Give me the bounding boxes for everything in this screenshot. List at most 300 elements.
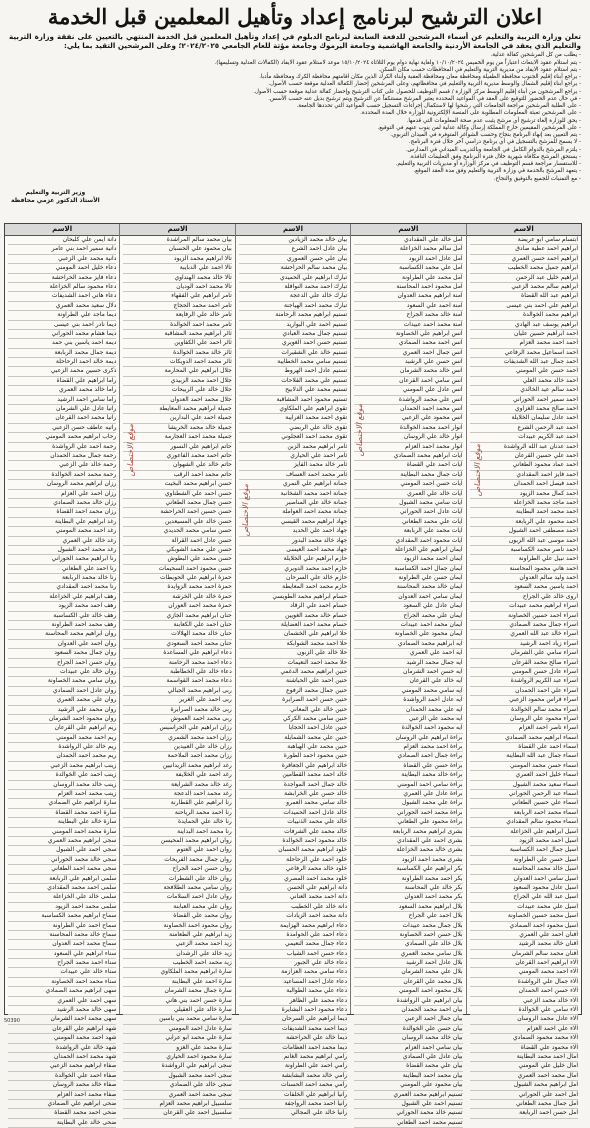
- candidate-name: بلال محمد علي القرعان: [354, 978, 462, 987]
- candidate-name: رانيا خالد علي المجالي: [239, 1109, 347, 1118]
- candidate-name: رهف احمد محمد الزيود: [8, 602, 116, 611]
- candidate-name: بيان ابراهيم علي الرواشدة: [354, 997, 462, 1006]
- candidate-name: بلال حسن احمد الخصاونة: [354, 931, 462, 940]
- candidate-name: رغد ابراهيم محمد الزيدانيين: [123, 762, 231, 771]
- candidate-name: شهد ابراهيم علي القرعان: [8, 1025, 116, 1034]
- candidate-name: براءة احمد محمد العزام: [354, 743, 462, 752]
- candidate-name: امنة احمد علي السعود: [354, 302, 462, 311]
- candidate-name: رزان خالد علي العبيدين: [123, 743, 231, 752]
- candidate-name: سماح ابراهيم محمد الكساسبة: [8, 912, 116, 921]
- candidate-name: بلال احمد علي الجراح: [354, 912, 462, 921]
- candidate-name: ريم محمد احمد الحمدان: [8, 752, 116, 761]
- candidate-name: سارة عادل احمد المومني: [123, 1025, 231, 1034]
- candidate-name: بلال عادل احمد الرشيد: [354, 959, 462, 968]
- candidate-name: الاء حسن احمد الحمدان: [470, 987, 578, 996]
- candidate-name: رغد محمد احمد الدعجة: [123, 790, 231, 799]
- candidate-name: بشرى ابراهيم محمد الربابعة: [354, 828, 462, 837]
- candidate-name: حسام ابراهيم محمد الطويسي: [239, 593, 347, 602]
- candidate-name: رانيا ابراهيم علي الخلفات: [239, 1091, 347, 1100]
- candidate-name: تسنيم ابراهيم محمد الرحامنة: [239, 311, 347, 320]
- candidate-name: اسماء علي حسين الطعاني: [470, 799, 578, 808]
- candidate-name: سجى احمد محمد الشبول: [123, 1072, 231, 1081]
- candidate-name: رحمة محمد احمد الخوالدة: [8, 471, 116, 480]
- candidate-name: صفاء احمد علي الخوالدة: [8, 1072, 116, 1081]
- candidate-name: سهى محمد احمد الشرمان: [8, 1015, 116, 1024]
- candidate-name: اسماء عبد الرحمن الحوراني: [470, 790, 578, 799]
- candidate-name: سارة حسن احمد بني هاني: [123, 997, 231, 1006]
- candidate-name: احمد هاني محمود المحاسنة: [470, 565, 578, 574]
- candidate-name: بشرى محمد احمد الزيود: [354, 856, 462, 865]
- candidate-name: احمد فيصل احمد الحمدان: [470, 480, 578, 489]
- candidate-name: سارة جمال محمد الشرمان: [123, 987, 231, 996]
- candidate-name: تسنيم احمد علي البواريد: [239, 321, 347, 330]
- candidate-name: تالا احمد علي الدبايبة: [123, 264, 231, 273]
- candidate-name: ايات خالد علي العمري: [354, 490, 462, 499]
- candidate-name: دانة خالد علي الخطيب: [239, 903, 347, 912]
- candidate-name: ايه محمد علي الزعبي: [354, 715, 462, 724]
- candidate-name: حنان محمد احمد السعودي: [123, 640, 231, 649]
- candidate-name: رنا محمد احمد المقدادي: [8, 583, 116, 592]
- candidate-name: رغد خالد علي العمري: [8, 537, 116, 546]
- candidate-name: احمد وليد سالم العدوان: [470, 574, 578, 583]
- candidate-name: حلا خالد علي الزبون: [239, 649, 347, 658]
- candidate-name: سارة سامي محمد بني ياسين: [123, 1015, 231, 1024]
- candidate-name: جمانة خالد علي المناصير: [239, 499, 347, 508]
- candidate-name: حنين احمد علي الحباشنة: [239, 677, 347, 686]
- candidate-name: بيان عادل احمد الشرع: [239, 245, 347, 254]
- candidate-name: حنين محمود احمد الطورة: [239, 752, 347, 761]
- candidate-name: تامر محمد احمد الخوالدة: [123, 321, 231, 330]
- candidate-name: ايه محمود احمد الخوالدة: [354, 724, 462, 733]
- candidate-name: بيان محمد احمد البطاينة: [354, 1072, 462, 1081]
- candidate-name: سارة ابراهيم محمد الملكاوي: [123, 968, 231, 977]
- candidate-name: روان محمود احمد الشرمان: [8, 715, 116, 724]
- candidate-name: دعاء خالد علي الخطاطبة: [123, 668, 231, 677]
- candidate-name: روان محمود احمد الخصاونة: [123, 922, 231, 931]
- candidate-name: امل احمد علي الحوراني: [470, 1091, 578, 1100]
- candidate-name: حنين جمال محمد الرفوع: [239, 687, 347, 696]
- candidate-name: حلا احمد محمد الشوابكة: [239, 640, 347, 649]
- candidate-name: انس حسن علي الرشيد: [354, 358, 462, 367]
- candidate-name: جلال محمد احمد العدوان: [123, 396, 231, 405]
- candidate-name: سارة علي محمد ابو عرابي: [123, 1034, 231, 1043]
- candidate-name: روان محمد علي القضاة: [123, 912, 231, 921]
- handwritten-annotation: موقع الاختصاص: [355, 404, 365, 457]
- candidate-name: احمد ياسين محمد السعود: [470, 583, 578, 592]
- instruction-item: - على المرشحين تعبئة المعلومات المطلوبة على المنصة الإلكترونية للوزارة خلال المدة المحددة.: [360, 110, 581, 117]
- candidate-name: رهف ابراهيم علي الخزاعلة: [8, 593, 116, 602]
- handwritten-annotation: موقع الاختصاص: [240, 484, 250, 537]
- candidate-name: ديما هشام محمد الحوراني: [8, 330, 116, 339]
- signature-left-name: الأستاذ الدكتور عزمي محافظة: [11, 196, 100, 204]
- candidate-name: رانيا احمد محمد الرواجفة: [239, 1100, 347, 1109]
- candidate-name: ابراهيم محمد الخوالدة: [470, 311, 578, 320]
- candidate-name: بيان محمد سالم الحراحشة: [239, 264, 347, 273]
- candidate-name: براءة محمود علي الطعاني: [354, 818, 462, 827]
- candidate-name: ايمان حسن علي الطراونة: [354, 574, 462, 583]
- candidate-name: بيان محمد سالم المراشدة: [123, 236, 231, 245]
- candidate-name: احمد عادل سليمان الخلايلة: [470, 414, 578, 423]
- candidate-name: امل محمود احمد المحاسنة: [354, 283, 462, 292]
- instruction-item: - للاستفسار مراجعة قسم التوظيف في مركز الوزارة أو مديريات التربية والتعليم.: [395, 161, 581, 168]
- candidate-name: روان عادل احمد الصمادي: [8, 687, 116, 696]
- candidate-name: جهاد خالد محمد البدور: [239, 537, 347, 546]
- candidate-name: روان ابراهيم محمد المحاسنة: [8, 630, 116, 639]
- candidate-name: ايات عادل احمد الحوراني: [354, 508, 462, 517]
- candidate-name: اسماء محمد احمد الربابعة: [470, 809, 578, 818]
- candidate-name: ايمان ابراهيم علي الخزاعلة: [354, 546, 462, 555]
- candidate-name: اسراء صالح محمد القرعان: [470, 659, 578, 668]
- candidate-name: افنان محمد سالم الشرمان: [470, 950, 578, 959]
- candidate-name: احمد ناصر محمد الكساسبة: [470, 546, 578, 555]
- candidate-name: بيان محمود علي المومني: [354, 1081, 462, 1090]
- candidate-name: احمد محمود علي الربابعة: [470, 518, 578, 527]
- candidate-name: سجى محمد احمد العمري: [123, 1091, 231, 1100]
- candidate-name: دعاء ابراهيم علي المساعدة: [123, 649, 231, 658]
- candidate-name: امل حسن احمد الربابعة: [470, 1109, 578, 1118]
- candidate-name: رغد ابراهيم علي البطاينة: [8, 518, 116, 527]
- candidate-name: سجى محمد احمد الطعاني: [8, 865, 116, 874]
- candidate-name: رانيا عادل علي الشرمان: [8, 405, 116, 414]
- candidate-name: امل خالد علي المقدادي: [354, 236, 462, 245]
- candidate-name: زينب احمد علي الخوالدة: [8, 771, 116, 780]
- candidate-name: دانية سمير احمد بني عامر: [8, 245, 116, 254]
- candidate-name: اسماء محمود سالم المقدادي: [470, 818, 578, 827]
- handwritten-annotation: موقع الاختصاص: [472, 444, 482, 497]
- candidate-name: صفاء ابراهيم محمد الزعبي: [8, 1062, 116, 1071]
- candidate-name: ايمان محمد احمد عبيدات: [354, 621, 462, 630]
- candidate-name: حمزة ابراهيم علي الحويطات: [123, 574, 231, 583]
- candidate-name: احمد سمير احمد الحوراني: [470, 396, 578, 405]
- candidate-name: دعاء محمد علي الظاهر: [239, 997, 347, 1006]
- candidate-name: دعاء عادل احمد المساعيد: [239, 978, 347, 987]
- candidate-name: روان جمال محمد السعود: [8, 649, 116, 658]
- candidate-name: ايات علي محمد الطعاني: [354, 518, 462, 527]
- candidate-name: اسماء خليل احمد العمري: [470, 771, 578, 780]
- candidate-name: خالد سامي محمد العمرو: [239, 799, 347, 808]
- candidate-name: رزان محمد احمد القضاة: [8, 508, 116, 517]
- intro-paragraph: تعلن وزارة التربية والتعليم عن أسماء المرشحين للدفعة السابعة لبرنامج الدبلوم في إعداد وتأهيل المعلمين قبل الخدمة المنتهي بالتعيين على نفقة وزارة التربية والتعليم الذي يعقد في الجامعة الأردنية والجامعة الهاشمية وجامعة اليرموك وجامعة مؤتة للعام الجامعي ٢٠٢٤/٢٠٢٥؛ وعلى المرشحين التقيد بما يلي:: [9, 32, 581, 51]
- instruction-item: - يتم التعيين بعد إنهاء البرنامج بنجاح وحسب الشواغر المتوفرة في الميدان التربوي.: [390, 132, 581, 139]
- candidate-name: سجى خالد محمد الحوراني: [8, 856, 116, 865]
- candidate-name: اسيل عبد الله علي الجراح: [470, 893, 578, 902]
- candidate-name: رحمة جمال محمد الحمدان: [8, 452, 116, 461]
- candidate-name: دعاء خالد علي الجبور: [239, 959, 347, 968]
- page-title: اعلان الترشيح لبرنامج إعداد وتأهيل المعلمين قبل الخدمة: [47, 4, 543, 29]
- candidate-name: تسنيم ابراهيم محمد العمري: [354, 1091, 462, 1100]
- names-list: [351, 236, 465, 1128]
- candidate-name: رغد خالد محمد الشرايعة: [123, 781, 231, 790]
- candidate-name: رزان ابراهيم محمد الروسان: [8, 480, 116, 489]
- names-column: [119, 224, 234, 1117]
- candidate-name: جلال ابراهيم علي المحارمة: [123, 367, 231, 376]
- candidate-name: دانية محمد علي الزعبي: [8, 255, 116, 264]
- candidate-name: حنين محمد علي الهباهبة: [239, 743, 347, 752]
- candidate-name: اسراء عادل حسن المومني: [470, 668, 578, 677]
- candidate-name: احمد صالح محمد الغزاوي: [470, 405, 578, 414]
- candidate-name: انس محمود علي الزعبي: [354, 414, 462, 423]
- candidate-name: سهى ابراهيم محمد الصمادي: [8, 987, 116, 996]
- candidate-name: دعاء فايز محمد الحراحشة: [8, 274, 116, 283]
- candidate-name: سجى ابراهيم علي الرواشدة: [123, 1062, 231, 1071]
- candidate-name: رنا محمد احمد البداينة: [123, 828, 231, 837]
- candidate-name: حسن خالد علي المسيعدين: [123, 518, 231, 527]
- candidate-name: سارة ابراهيم علي الصمادي: [8, 799, 116, 808]
- candidate-name: تقوى خالد علي الربضي: [239, 424, 347, 433]
- candidate-name: تسنيم محمد علي الدلابيح: [239, 386, 347, 395]
- column-header: الاسم: [467, 224, 581, 236]
- candidate-name: تسنيم علي محمد الفلاحات: [239, 377, 347, 386]
- candidate-name: حازم محمد احمد المعايطة: [239, 583, 347, 592]
- candidate-name: دعاء سامي محمد العزازمة: [239, 968, 347, 977]
- candidate-name: خالد علي محمد الذنيبات: [239, 818, 347, 827]
- candidate-name: دعاء محمود سالم الخزاعلة: [8, 283, 116, 292]
- candidate-name: سهى احمد علي العمري: [8, 997, 116, 1006]
- candidate-name: ابراهيم احمد حسن العمري: [470, 255, 578, 264]
- candidate-name: رنا خالد محمد الربابعة: [8, 574, 116, 583]
- candidate-name: تسنيم جمال محمد العبادي: [239, 330, 347, 339]
- candidate-name: رزان محمد احمد الملاحمة: [123, 752, 231, 761]
- candidate-name: ربى احمد علي الغرير: [123, 696, 231, 705]
- candidate-name: ابراهيم سالم محمد الزعبي: [470, 283, 578, 292]
- candidate-name: احمد ابراهيم حسين عليان: [470, 330, 578, 339]
- candidate-name: حنين عادل احمد الحجايا: [239, 724, 347, 733]
- candidate-name: ايات حسن احمد المومني: [354, 480, 462, 489]
- candidate-name: ايه خالد علي القرعان: [354, 677, 462, 686]
- candidate-name: رامي خالد محمد البشابشة: [239, 1072, 347, 1081]
- candidate-name: احمد احمد محمد العزام: [470, 339, 578, 348]
- instruction-item: - على الطلبة المرشحين مراجعة الجامعات التي رشحوا لها لاستكمال إجراءات التسجيل حسب المواعيد التي تحددها الجامعة.: [296, 103, 581, 110]
- candidate-name: روان حسن احمد الجراح: [123, 865, 231, 874]
- candidate-name: دانة محمد احمد الزيادات: [239, 912, 347, 921]
- candidate-name: بيان جمال احمد الزعبي: [354, 1015, 462, 1024]
- candidate-name: بلال محمود احمد المومني: [354, 987, 462, 996]
- candidate-name: ايمان علي محمد الجراح: [354, 612, 462, 621]
- instruction-item: - في حال عدم الحضور للتوقيع على العقد في المواعيد المحددة يعتبر المرشح مستنكفاً عن الترشيح ويتم ترشيح بديل عنه حسب الأسس.: [268, 95, 581, 102]
- names-list: [5, 236, 119, 1128]
- candidate-name: سلمى خالد علي الخزاعلة: [8, 893, 116, 902]
- handwritten-annotation: موقع الاختصاص: [126, 424, 136, 477]
- names-list: [120, 236, 234, 1119]
- candidate-name: انس جمال احمد العمري: [354, 349, 462, 358]
- candidate-name: خلود محمد احمد المصري: [239, 875, 347, 884]
- candidate-name: اسيل احمد محمد الزيود: [470, 837, 578, 846]
- candidate-name: حنان احمد علي الكعابنة: [123, 621, 231, 630]
- candidate-name: انس سامي احمد القرعان: [354, 377, 462, 386]
- candidate-name: اسماء ابراهيم محمد الصمادي: [470, 734, 578, 743]
- candidate-name: بيان علي حسن العموري: [239, 255, 347, 264]
- candidate-name: براءة حسن علي القضاة: [354, 762, 462, 771]
- candidate-name: ايه ابراهيم محمد الصمادي: [354, 640, 462, 649]
- candidate-name: روان علي محمد العمري: [8, 696, 116, 705]
- candidate-name: جهاد محمد احمد العيسى: [239, 546, 347, 555]
- candidate-name: روان علي محمد العبابنة: [123, 903, 231, 912]
- candidate-name: رحمة خالد علي الزعبي: [8, 461, 116, 470]
- candidate-name: خلود خالد محمد الرفاعي: [239, 865, 347, 874]
- candidate-name: اسراء محمد سالم الخوالدة: [470, 706, 578, 715]
- candidate-name: ايه جمال محمد الرشيد: [354, 659, 462, 668]
- candidate-name: جميلة ابراهيم محمد المعايطة: [123, 405, 231, 414]
- candidate-name: حسام احمد علي الرقاد: [239, 602, 347, 611]
- candidate-name: افنان احمد علي العمري: [470, 931, 578, 940]
- candidate-name: الاء جمال علي الرواشدة: [470, 978, 578, 987]
- candidate-name: ديما احمد محمد الشديفات: [239, 1025, 347, 1034]
- candidate-name: خلود ابراهيم محمد الحسبان: [239, 846, 347, 855]
- candidate-name: تقوى ابراهيم علي الملكاوي: [239, 405, 347, 414]
- candidate-name: حمزة خالد علي الخرشة: [123, 593, 231, 602]
- candidate-name: روان احمد علي العتوم: [123, 846, 231, 855]
- candidate-name: زينب محمد احمد العزام: [8, 790, 116, 799]
- candidate-name: امل عادل احمد الزيود: [354, 255, 462, 264]
- candidate-name: ثامر احمد علي الحياري: [239, 452, 347, 461]
- candidate-name: ريم احمد محمد المومني: [8, 734, 116, 743]
- candidate-name: حسن احمد علي الشطناوي: [123, 490, 231, 499]
- instruction-item: - يتم استلام عقود الابتعاث اعتباراً من يوم الخميس ١٠/١٠/٢٠٢٤ ولغاية نهاية دوام يوم الثلاثاء ١٥/١٠/٢٠٢٤ موعد لاستلام عقود الايفاد (الكفالات العدلية وتسليمها).: [214, 59, 581, 66]
- candidate-name: بلال خالد علي الصمادي: [354, 940, 462, 949]
- candidate-name: انس علي محمد الرواشدة: [354, 396, 462, 405]
- candidate-name: خالد محمود احمد الخوالدة: [239, 837, 347, 846]
- candidate-name: الاء ابراهيم احمد القرعان: [470, 959, 578, 968]
- candidate-name: رانيه عاطف حسن الزعبي: [8, 424, 116, 433]
- candidate-name: احمد عدنان عبد الله الرواشدة: [470, 443, 578, 452]
- candidate-name: ديما ماجد علي الطراونة: [8, 311, 116, 320]
- candidate-name: جهاد ابراهيم محمد القيسي: [239, 518, 347, 527]
- candidate-name: سارة خالد علي العقيلي: [123, 1006, 231, 1015]
- candidate-name: ابراهيم احمد عطية صادق: [470, 245, 578, 254]
- instruction-item: - يلتزم المرشح بالدوام الكامل في الجامعة وبالتدريب الميداني في المدارس.: [405, 146, 581, 153]
- candidate-name: رزان احمد علي العزام: [8, 490, 116, 499]
- candidate-name: تامر خالد علي الرفايعة: [123, 311, 231, 320]
- candidate-name: حنين حسن احمد الصرايرة: [239, 696, 347, 705]
- candidate-name: احمد مصطفى احمد الشبول: [470, 527, 578, 536]
- candidate-name: حسن ابراهيم محمد البخيت: [123, 480, 231, 489]
- candidate-name: تسنيم خالد محمد الحوراني: [354, 1109, 462, 1118]
- candidate-name: رهف محمد احمد الطراونة: [8, 621, 116, 630]
- candidate-name: رامي محمد احمد الحسنات: [239, 1081, 347, 1090]
- candidate-name: امل جمال محمد الطعاني: [470, 1100, 578, 1109]
- candidate-name: بلال علي محمد الشرمان: [354, 968, 462, 977]
- candidate-name: رامي ابراهيم محمد الغانم: [239, 1053, 347, 1062]
- candidate-name: احمد كمال محمد الزيود: [470, 490, 578, 499]
- candidate-name: حاتم محمد احمد الرقب: [123, 471, 231, 480]
- candidate-name: احمد فايز احمد المقدادي: [470, 471, 578, 480]
- candidate-name: اسماء حسن محمد المومني: [470, 762, 578, 771]
- candidate-name: بيان احمد محمد الحمدان: [354, 1006, 462, 1015]
- column-header: الاسم: [5, 224, 119, 236]
- candidate-name: تالا ابراهيم محمد الزيود: [123, 255, 231, 264]
- candidate-name: احمد علي حسين القرعان: [470, 452, 578, 461]
- candidate-name: اسيل حسن علي الطراونة: [470, 856, 578, 865]
- candidate-name: امل سالم محمد الخزاعلة: [354, 245, 462, 254]
- candidate-name: اسيل سامي احمد العدوان: [470, 875, 578, 884]
- candidate-name: الاء احمد محمد المومني: [470, 968, 578, 977]
- candidate-name: احمد عبد الرحمن الشرع: [470, 424, 578, 433]
- candidate-name: دانة ايمن علي كلبحان: [8, 236, 116, 245]
- candidate-name: الاء عادل محمد الروسان: [470, 1015, 578, 1024]
- candidate-name: احمد ماجد محمد الخزاعلة: [470, 499, 578, 508]
- candidate-name: حاتم احمد محمد الفاعوري: [123, 452, 231, 461]
- candidate-name: ثائر خالد محمد الخوالدة: [123, 349, 231, 358]
- candidate-name: راما ابراهيم علي القضاة: [8, 377, 116, 386]
- candidate-name: انس خالد محمد الشرمان: [354, 367, 462, 376]
- footer-code: 50390: [4, 1018, 20, 1024]
- candidate-name: رزان ابراهيم علي الحراسيس: [123, 724, 231, 733]
- candidate-name: سارة خالد علي البطاينة: [8, 818, 116, 827]
- candidate-name: روان احمد علي العدوان: [8, 640, 116, 649]
- column-header: الاسم: [351, 224, 465, 236]
- candidate-name: روان محمد علي الرشيد: [8, 706, 116, 715]
- candidate-name: اسراء علي احمد الحمدان: [470, 687, 578, 696]
- candidate-name: تقوى محمد احمد العجلوني: [239, 433, 347, 442]
- candidate-name: رنا ابراهيم محمد الحوراني: [8, 555, 116, 564]
- candidate-name: ديمة احمد ياسين بني حمد: [8, 339, 116, 348]
- candidate-name: رغد محمد احمد الشبول: [8, 546, 116, 555]
- candidate-name: ثامر محمد احمد العساف: [239, 471, 347, 480]
- candidate-name: تسنيم عادل احمد الهروط: [239, 367, 347, 376]
- candidate-name: امنة محمد احمد عبيدات: [354, 321, 462, 330]
- candidate-name: ثامر ابراهيم محمد الزبن: [239, 443, 347, 452]
- candidate-name: سناء ابراهيم علي السعود: [8, 950, 116, 959]
- signature-left-title: وزير التربية والتعليم: [25, 188, 86, 196]
- candidate-name: بيان حسن علي الخوالدة: [354, 1025, 462, 1034]
- candidate-name: صفاء محمد احمد العزام: [8, 1091, 116, 1100]
- column-header: الاسم: [120, 224, 234, 236]
- candidate-name: بيان عادل علي الصمادي: [354, 1053, 462, 1062]
- candidate-name: اروى خالد علي الجراح: [470, 593, 578, 602]
- instruction-item: - يتعهد المرشح بالخدمة في وزارة التربية والتعليم وفق مدة العقد الموقع.: [413, 168, 581, 175]
- names-list: [467, 236, 581, 1119]
- candidate-name: براءة خالد محمد البطاينة: [354, 771, 462, 780]
- candidate-name: براءة جمال احمد الصمادي: [354, 752, 462, 761]
- candidate-name: حاتم ابراهيم علي النسور: [123, 443, 231, 452]
- candidate-name: انس احمد محمد الصمادي: [354, 339, 462, 348]
- candidate-name: حازم ابراهيم علي الخلايلة: [239, 555, 347, 564]
- candidate-name: ضحى احمد محمد القضاة: [8, 1109, 116, 1118]
- candidate-name: روان خالد علي الشطرات: [123, 875, 231, 884]
- candidate-name: افنان خالد محمد الرشيد: [470, 940, 578, 949]
- candidate-name: اسراء ناصر احمد العزام: [470, 724, 578, 733]
- candidate-name: سماح محمد احمد العدوان: [8, 940, 116, 949]
- candidate-name: حسن عادل احمد القرالة: [123, 537, 231, 546]
- candidate-name: دعاء خليل احمد المومني: [8, 264, 116, 273]
- candidate-name: رانيا محمد احمد القرعان: [8, 414, 116, 423]
- candidate-name: صفاء خالد محمد الروسان: [8, 1081, 116, 1090]
- candidate-name: راما خالد محمد العمري: [8, 386, 116, 395]
- candidate-name: ريم خالد علي الرواشدة: [8, 743, 116, 752]
- candidate-name: سارة محمود احمد الحياري: [123, 1053, 231, 1062]
- names-column: [350, 224, 465, 1126]
- candidate-name: حلا ابراهيم علي الخشمان: [239, 630, 347, 639]
- candidate-name: احمد حسن علي المومني: [470, 367, 578, 376]
- candidate-name: اسيل عادل محمود السعود: [470, 884, 578, 893]
- instruction-item: - يراجع المرشحون من أبناء إقليم الوسط مركز الوزارة / قسم التوظيف للحصول على كتاب الترشيح وإحضار كفالة عدلية موقعة حسب الأصول.: [253, 88, 581, 95]
- candidate-name: تبارك ابراهيم علي الحميدي: [239, 274, 347, 283]
- candidate-name: زينب خالد محمد الروسان: [8, 781, 116, 790]
- candidate-name: اسراء سامي علي الشرمان: [470, 649, 578, 658]
- candidate-name: حاتم خالد علي الشهوان: [123, 461, 231, 470]
- candidate-name: ايه حسن احمد الشرمان: [354, 668, 462, 677]
- candidate-name: ديما ابراهيم علي السرحان: [239, 1015, 347, 1024]
- candidate-name: روان حسن احمد الجراح: [8, 659, 116, 668]
- candidate-name: رنا خالد علي الحمايدة: [123, 818, 231, 827]
- candidate-name: بيان محمود علي الحسبان: [123, 245, 231, 254]
- candidate-name: ربى خالد محمد الصرايرة: [123, 706, 231, 715]
- candidate-name: اسراء خالد عبد الله العمري: [470, 630, 578, 639]
- candidate-name: سارة محمد احمد المومني: [8, 828, 116, 837]
- candidate-name: سناء احمد محمد الجراح: [8, 959, 116, 968]
- candidate-name: دانة ابراهيم علي الحسن: [239, 884, 347, 893]
- candidate-name: جميلة محمد احمد العجارمة: [123, 433, 231, 442]
